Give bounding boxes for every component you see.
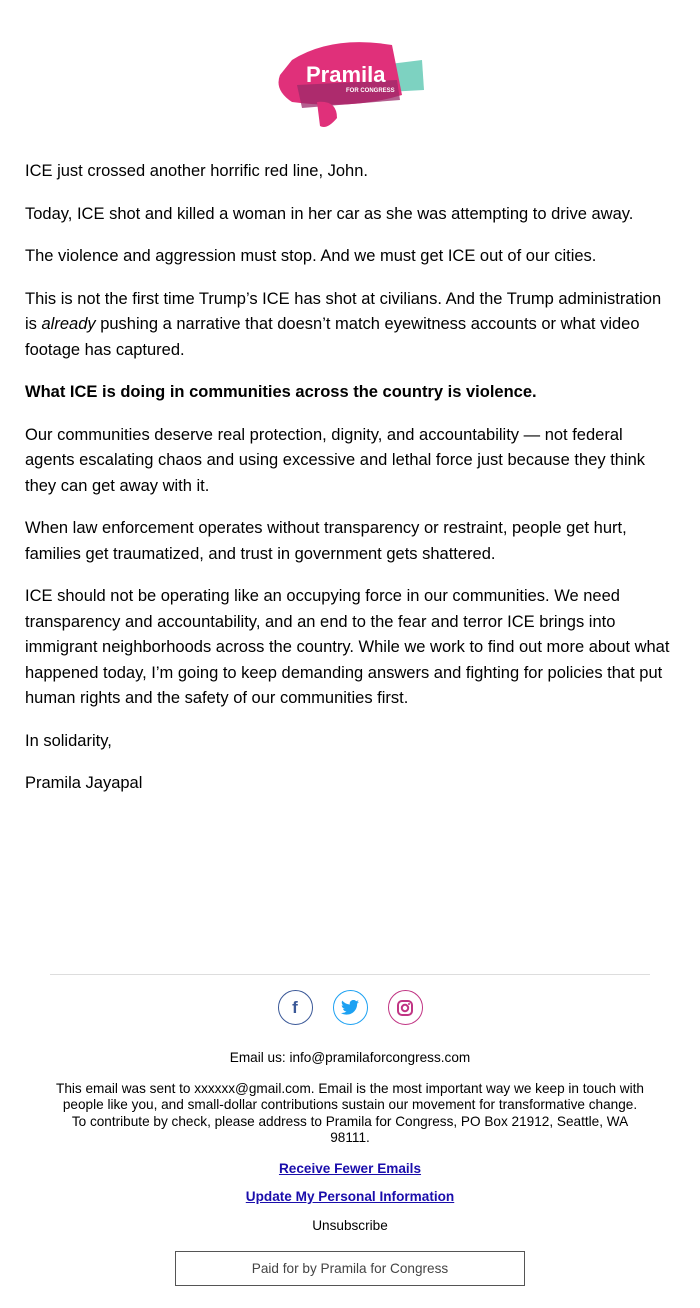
svg-text:Pramila: Pramila	[306, 62, 386, 87]
divider	[50, 974, 650, 975]
svg-text:FOR CONGRESS: FOR CONGRESS	[346, 88, 395, 94]
text: This is not the first time Trump’s ICE has shot at civilians. And the Trump administration is	[25, 289, 662, 333]
footer	[55, 1050, 645, 1234]
paragraph	[25, 287, 675, 364]
paragraph: The violence and aggression must stop. And we must get ICE out of our cities.	[25, 247, 597, 265]
paragraph: Today, ICE shot and killed a woman in her car as she was attempting to drive away.	[25, 204, 634, 223]
paid-for-disclaimer: Paid for by Pramila for Congress	[175, 1251, 525, 1286]
facebook-icon[interactable]: f	[278, 990, 313, 1025]
paragraph: ICE just crossed another horrific red line, John.	[25, 162, 368, 180]
text: pushing a narrative that doesn’t match eyewitness accounts or what video footage has captured.	[25, 315, 640, 359]
paragraph: Our communities deserve real protection, dignity, and accountability — not federal agents escalating chaos and using excessive and lethal force just because they think they can get away with it.	[25, 425, 646, 495]
paragraph: ICE should not be operating like an occupying force in our communities. We need transparency and accountability, and an end to the fear and terror ICE brings into immigrant neighborhoods across the country. While we work to find out more about what happened today, I’m going to keep demanding answers and fighting for policies that put human rights and the safety of our communities first.	[25, 587, 670, 707]
twitter-icon[interactable]	[333, 990, 368, 1025]
campaign-logo	[272, 30, 428, 134]
bold-paragraph: What ICE is doing in communities across the country is violence.	[25, 383, 537, 401]
receive-fewer-emails-link[interactable]: Receive Fewer Emails	[278, 1160, 422, 1176]
signature: Pramila Jayapal	[25, 774, 143, 792]
update-info-link[interactable]: Update My Personal Information	[245, 1189, 455, 1204]
footer-notice: This email was sent to xxxxxx@gmail.com. Email is the most important way we keep in touch with people like you, and small-dollar contributions sustain our movement for transformative change. To contribute by check, please address to Pramila for Congress, PO Box 21912, Seattle, WA 98111.	[56, 1080, 644, 1145]
contact-email: Email us: info@pramilaforcongress.com	[229, 1050, 471, 1065]
paragraph: When law enforcement operates without transparency or restraint, people get hurt, families get traumatized, and trust in government gets shattered.	[25, 519, 627, 563]
unsubscribe-link[interactable]: Unsubscribe	[312, 1217, 388, 1233]
instagram-icon[interactable]	[388, 990, 423, 1025]
email-body	[25, 159, 675, 814]
social-links	[0, 990, 700, 1025]
emphasis: already	[41, 315, 96, 333]
closing: In solidarity,	[25, 731, 112, 750]
